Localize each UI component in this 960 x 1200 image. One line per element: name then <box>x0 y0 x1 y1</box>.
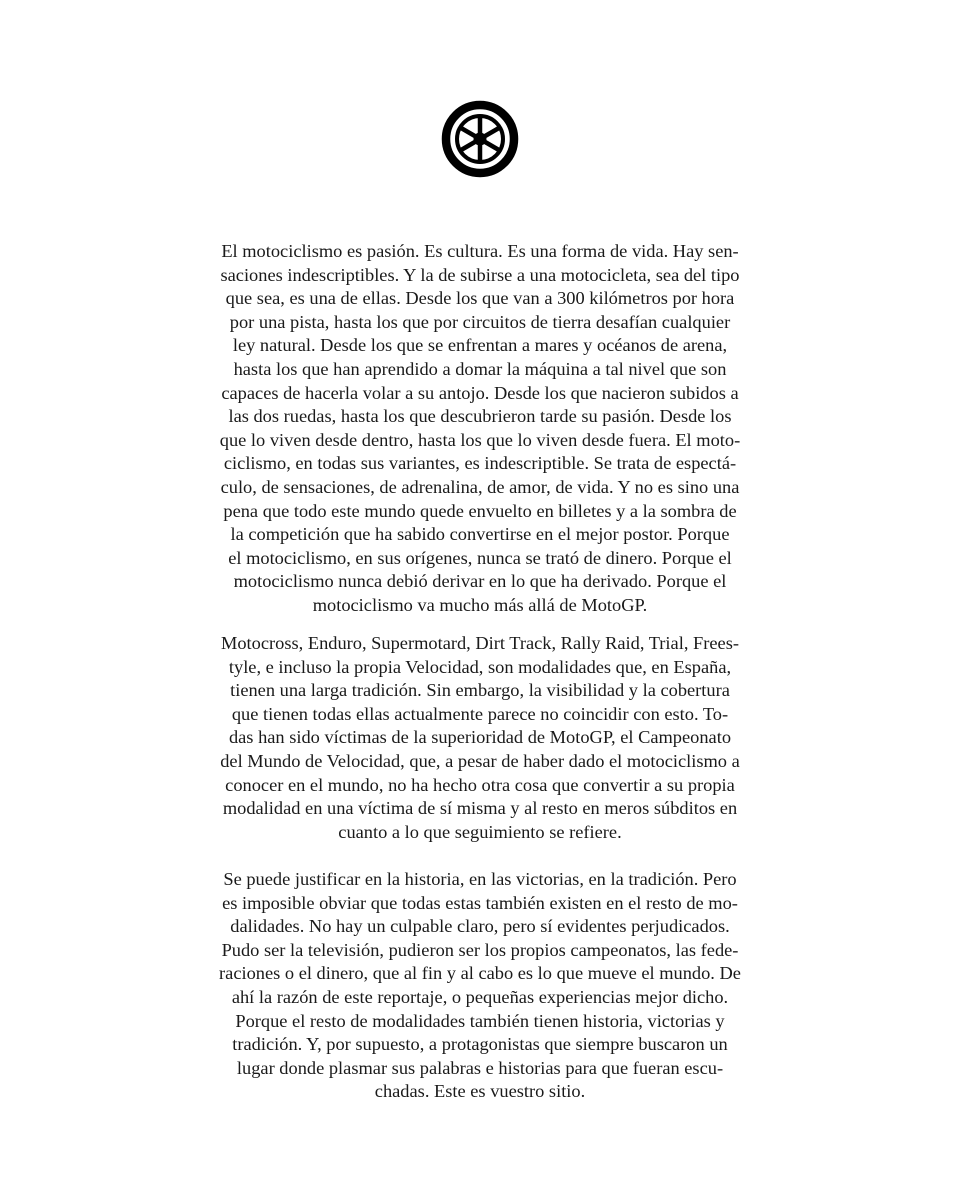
text-line: tyle, e incluso la propia Velocidad, son modalidades que, en España, <box>228 656 732 677</box>
wheel-icon <box>439 98 521 180</box>
text-line: es imposible obviar que todas estas también existen en el resto de mo- <box>222 892 738 913</box>
text-line: saciones indescriptibles. Y la de subirse a una motocicleta, sea del tipo <box>220 264 740 285</box>
text-line: ahí la razón de este reportaje, o pequeñas experiencias mejor dicho. <box>231 986 729 1007</box>
text-line: chadas. Este es vuestro sitio. <box>374 1081 586 1102</box>
text-line: ciclismo, en todas sus variantes, es indescriptible. Se trata de espectá- <box>223 453 737 474</box>
text-line: tienen una larga tradición. Sin embargo, la visibilidad y la cobertura <box>230 680 730 701</box>
text-line: Pudo ser la televisión, pudieron ser los propios campeonatos, las fede- <box>221 939 739 960</box>
text-line: por una pista, hasta los que por circuitos de tierra desafían cualquier <box>229 311 731 332</box>
text-line: pena que todo este mundo quede envuelto en billetes y a la sombra de <box>223 500 737 521</box>
text-line: capaces de hacerla volar a su antojo. Desde los que nacieron subidos a <box>221 382 739 403</box>
text-line: Se puede justificar en la historia, en las victorias, en la tradición. Pero <box>223 869 737 889</box>
text-line: Porque el resto de modalidades también tienen historia, victorias y <box>235 1010 725 1031</box>
text-line: el motociclismo, en sus orígenes, nunca se trató de dinero. Porque el <box>228 547 732 568</box>
text-line: Motocross, Enduro, Supermotard, Dirt Track, Rally Raid, Trial, Frees- <box>221 633 739 653</box>
text-line: culo, de sensaciones, de adrenalina, de amor, de vida. Y no es sino una <box>220 476 740 497</box>
text-line: dalidades. No hay un culpable claro, pero sí evidentes perjudicados. <box>230 916 730 937</box>
text-line: conocer en el mundo, no ha hecho otra cosa que convertir a su propia <box>225 774 735 795</box>
text-line: que sea, es una de ellas. Desde los que van a 300 kilómetros por hora <box>225 288 735 309</box>
text-line: motociclismo va mucho más allá de MotoGP. <box>312 594 648 615</box>
text-line: del Mundo de Velocidad, que, a pesar de haber dado el motociclismo a <box>220 750 740 771</box>
text-line: la competición que ha sabido convertirse en el mejor postor. Porque <box>230 524 730 545</box>
text-line: El motociclismo es pasión. Es cultura. Es una forma de vida. Hay sen- <box>221 241 739 261</box>
text-line: raciones o el dinero, que al fin y al cabo es lo que mueve el mundo. De <box>219 963 741 984</box>
paragraph-2 <box>196 632 764 844</box>
text-line: lugar donde plasmar sus palabras e historias para que fueran escu- <box>236 1057 724 1078</box>
text-line: motociclismo nunca debió derivar en lo que ha derivado. Porque el <box>233 571 727 592</box>
text-line: ley natural. Desde los que se enfrentan a mares y océanos de arena, <box>232 335 728 356</box>
text-line: tradición. Y, por supuesto, a protagonistas que siempre buscaron un <box>232 1034 728 1055</box>
text-line: las dos ruedas, hasta los que descubrieron tarde su pasión. Desde los <box>228 406 732 427</box>
text-line: modalidad en una víctima de sí misma y al resto en meros súbditos en <box>222 798 738 819</box>
text-line: hasta los que han aprendido a domar la máquina a tal nivel que son <box>233 358 727 379</box>
text-line: que lo viven desde dentro, hasta los que lo viven desde fuera. El moto- <box>219 429 741 450</box>
text-line: que tienen todas ellas actualmente parece no coincidir con esto. To- <box>231 703 729 724</box>
text-line: cuanto a lo que seguimiento se refiere. <box>338 821 622 842</box>
text-line: das han sido víctimas de la superioridad de MotoGP, el Campeonato <box>228 727 732 748</box>
paragraph-1 <box>196 240 764 618</box>
paragraph-3 <box>196 868 764 1104</box>
